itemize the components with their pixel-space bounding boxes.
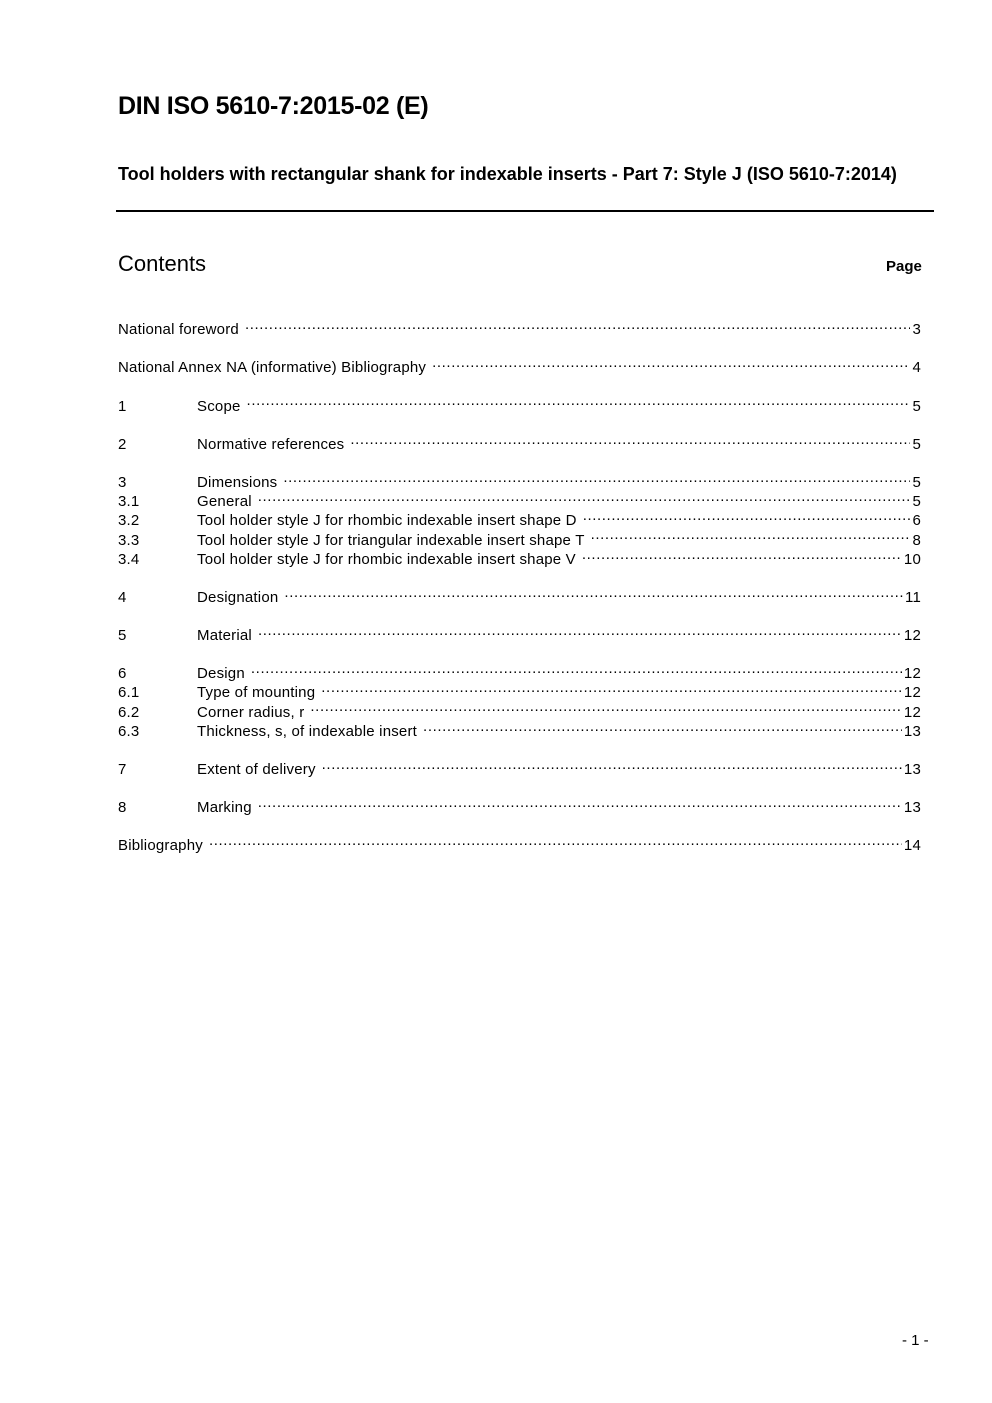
toc-leader: [322, 755, 902, 774]
toc-entry-title: National foreword: [118, 321, 239, 339]
toc-entry-number: 1: [118, 397, 127, 415]
toc-entry-page: 12: [903, 703, 921, 721]
toc-entry[interactable]: [118, 353, 921, 377]
toc-entry-number: 3.4: [118, 550, 140, 568]
toc-entry-page: 14: [903, 837, 921, 855]
toc-entry-number: 6.2: [118, 703, 140, 721]
toc-leader: [310, 697, 902, 716]
toc-entry-title: Tool holder style J for rhombic indexable insert shape V: [197, 550, 576, 568]
toc-entry-page: 3: [912, 321, 921, 339]
toc-leader: [321, 678, 902, 697]
toc-leader: [432, 353, 910, 372]
toc-entry-page: 12: [903, 684, 921, 702]
toc-leader: [350, 430, 910, 449]
toc-entry-title: Design: [197, 665, 245, 683]
toc-entry-page: 5: [912, 473, 921, 491]
toc-entry-title: Type of mounting: [197, 684, 316, 702]
toc-entry-title: Scope: [197, 397, 241, 415]
toc-entry-page: 12: [903, 627, 921, 645]
toc-entry-number: 6: [118, 665, 127, 683]
toc-entry-number: 6.1: [118, 684, 140, 702]
toc-leader: [582, 545, 902, 564]
toc-entry-page: 5: [912, 493, 921, 511]
toc-entry[interactable]: [118, 621, 921, 645]
page-number: - 1 -: [902, 1332, 929, 1349]
toc-entry-title: Dimensions: [197, 473, 278, 491]
toc-entry-title: Corner radius, r: [197, 703, 305, 721]
toc-leader: [245, 315, 910, 334]
toc-entry-page: 5: [912, 435, 921, 453]
toc-entry-page: 4: [912, 359, 921, 377]
toc-entry-page: 5: [912, 397, 921, 415]
toc-entry-number: 5: [118, 627, 127, 645]
toc-leader: [209, 831, 902, 850]
toc-entry[interactable]: [118, 659, 921, 683]
toc-leader: [423, 717, 902, 736]
toc-entry-title: Material: [197, 627, 252, 645]
toc-leader: [258, 621, 902, 640]
toc-leader: [247, 391, 911, 410]
toc-entry-page: 8: [912, 531, 921, 549]
toc-entry-number: 4: [118, 588, 127, 606]
toc-entry-number: 3.2: [118, 512, 140, 530]
toc-entry-title: Thickness, s, of indexable insert: [197, 722, 418, 740]
toc-entry-title: Tool holder style J for triangular indexable insert shape T: [197, 531, 585, 549]
toc-entry-number: 6.3: [118, 722, 140, 740]
toc-entry-title: Bibliography: [118, 837, 203, 855]
toc-entry[interactable]: [118, 468, 921, 491]
toc-entry[interactable]: [118, 430, 921, 453]
toc-entry-number: 7: [118, 761, 127, 778]
toc-entry-title: Tool holder style J for rhombic indexable insert shape D: [197, 512, 577, 530]
toc-entry-number: 2: [118, 435, 127, 453]
toc-leader: [258, 793, 902, 812]
toc-entry-page: 11: [905, 588, 921, 606]
toc-entry-number: 3.1: [118, 493, 140, 511]
toc-entry-page: 12: [903, 665, 921, 683]
toc-entry[interactable]: [118, 391, 921, 415]
toc-entry[interactable]: [118, 315, 921, 339]
toc-leader: [251, 659, 902, 678]
toc-leader: [258, 487, 911, 506]
toc-entry-title: General: [197, 493, 252, 511]
toc-entry-number: 8: [118, 799, 127, 817]
toc-leader: [284, 583, 903, 602]
toc-entry-page: 10: [903, 550, 921, 568]
toc-entry-number: 3.3: [118, 531, 140, 549]
toc-leader: [583, 506, 911, 525]
document-id: DIN ISO 5610-7:2015-02 (E): [118, 92, 429, 120]
toc-entry-page: 13: [903, 722, 921, 740]
toc-entry-page: 13: [903, 761, 921, 778]
toc-entry-title: Extent of delivery: [197, 761, 316, 778]
toc-entry[interactable]: [118, 831, 921, 855]
toc-leader: [283, 468, 910, 487]
table-of-contents: [118, 315, 921, 855]
toc-entry-page: 13: [903, 799, 921, 817]
toc-entry-title: Normative references: [197, 435, 345, 453]
toc-entry[interactable]: [118, 583, 921, 606]
page-column-label: Page: [886, 258, 922, 275]
toc-entry-title: National Annex NA (informative) Bibliography: [118, 359, 427, 377]
toc-entry-title: Designation: [197, 588, 279, 606]
document-subtitle: Tool holders with rectangular shank for indexable inserts - Part 7: Style J (ISO 5610-7:2014): [118, 164, 897, 184]
toc-entry-title: Marking: [197, 799, 252, 817]
toc-entry[interactable]: [118, 793, 921, 817]
contents-title: Contents: [118, 251, 207, 276]
toc-leader: [591, 525, 911, 544]
toc-entry[interactable]: [118, 755, 921, 778]
title-rule: [116, 210, 934, 212]
toc-entry-page: 6: [912, 512, 921, 530]
toc-entry-number: 3: [118, 473, 127, 491]
